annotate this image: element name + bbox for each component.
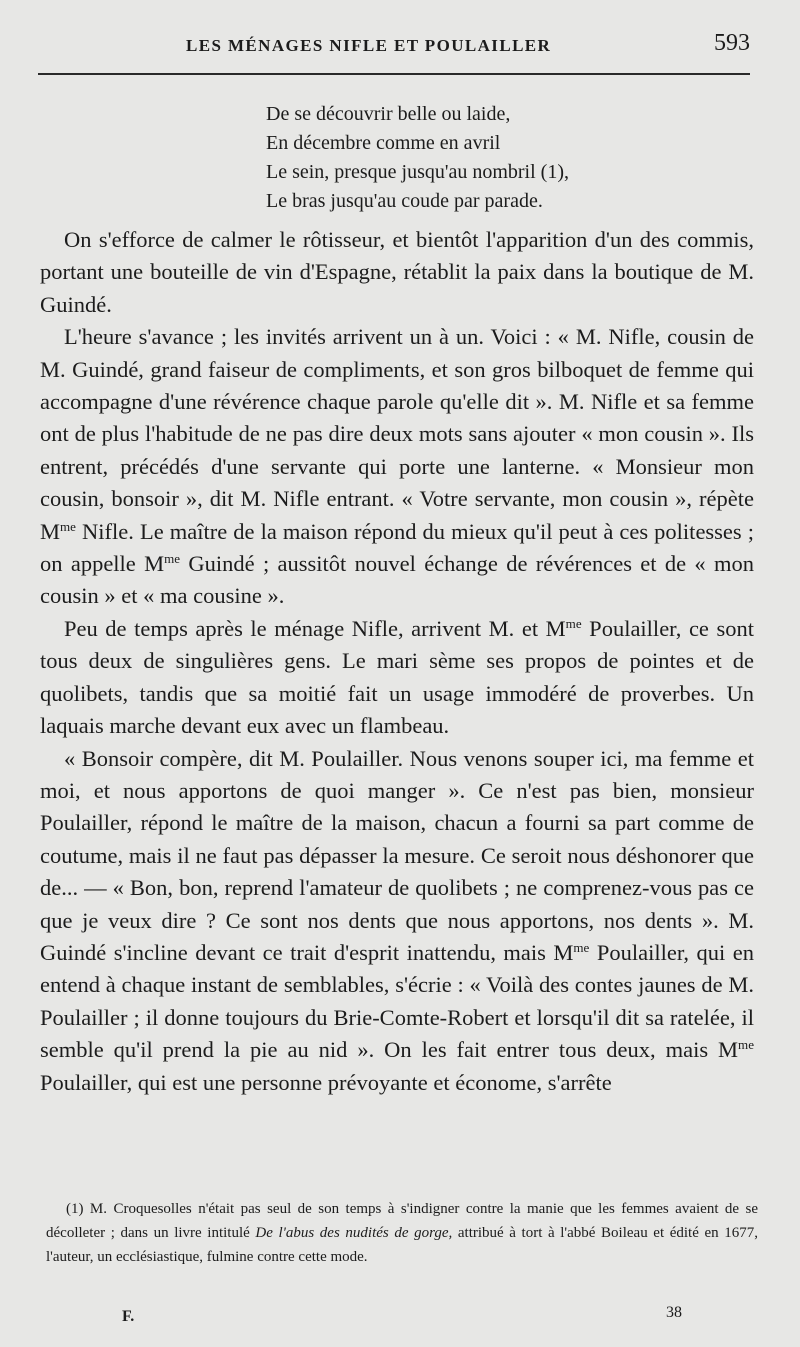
abbrev-superscript: me	[565, 616, 582, 632]
signature-number: 38	[666, 1304, 682, 1321]
paragraph	[40, 224, 754, 321]
page-number: 593	[714, 30, 750, 56]
paragraph-text: Poulailler, qui est une personne prévoyante et économe, s'arrête	[40, 1069, 612, 1095]
abbrev-superscript: me	[60, 518, 76, 534]
header-rule	[38, 73, 750, 75]
signature-letter: F.	[122, 1308, 135, 1325]
paragraph-text: Guindé ; aussitôt nouvel échange de révérences et de « mon cousin » et « ma cousine ».	[40, 551, 754, 609]
footnote-part: (1) M. Croquesolles n'était pas seul de son temps à s'indigner contre la manie que les femmes avaient de se décolleter ; dans un livre intitulé	[46, 1201, 758, 1241]
paragraph-text: On s'efforce de calmer le rôtisseur, et bientôt l'apparition d'un des commis, portant une bouteille de vin d'Espagne, rétablit la paix dans la boutique de M. Guindé.	[40, 227, 754, 317]
verse-quote	[266, 100, 569, 216]
footnote-text	[46, 1197, 758, 1269]
abbrev-superscript: me	[164, 551, 181, 567]
paragraph-text: Poulailler, ce sont tous deux de singulières gens. Le mari sème ses propos de pointes et de quolibets, tandis que sa moitié fait un usage immodéré de proverbes. Un laquais marche devant eux avec un flambeau.	[40, 615, 754, 739]
verse-line: Le bras jusqu'au coude par parade.	[266, 190, 543, 212]
paragraph-text: « Bonsoir compère, dit M. Poulailler. Nous venons souper ici, ma femme et moi, et nous apportons de quoi manger ». Ce n'est pas bien, monsieur Poulailler, répond le maître de la maison, chacun a fourni sa part comme de coutume, mais il ne faut pas dépasser la mesure. Ce seroit nous déshonorer que de... — « Bon, bon, reprend l'amateur de quolibets ; ne comprenez-vous pas ce que je veux dire ? Ce sont nos dents que nous apportons, nos dents ». M. Guindé s'incline devant ce trait d'esprit inattendu, mais M	[40, 745, 754, 965]
paragraph	[40, 321, 754, 613]
footnote	[46, 1197, 758, 1269]
footnote-part: attribué à tort à l'abbé Boileau et édité en 1677, l'auteur, un ecclésiastique, fulmine contre cette mode.	[46, 1225, 758, 1265]
running-title: LES MÉNAGES NIFLE ET POULAILLER	[186, 36, 552, 55]
verse-line: En décembre comme en avril	[266, 132, 501, 154]
body-text	[40, 224, 754, 1099]
paragraph-text: Poulailler, qui en entend à chaque instant de semblables, s'écrie : « Voilà des contes jaunes de M. Poulailler ; il donne toujours du Brie-Comte-Robert et lorsqu'il dit sa ratelée, il semble qu'il prend la pie au nid ». On les fait entrer tous deux, mais M	[40, 939, 754, 1063]
paragraph	[40, 743, 754, 1099]
cited-book-title: De l'abus des nudités de gorge,	[255, 1225, 453, 1241]
paragraph-text: L'heure s'avance ; les invités arrivent un à un. Voici : « M. Nifle, cousin de M. Guindé, grand faiseur de compliments, et son gros bilboquet de femme qui accompagne d'une révérence chaque parole qu'elle dit ». M. Nifle et sa femme ont de plus l'habitude de ne pas dire deux mots sans ajouter « mon cousin ». Ils entrent, précédés d'une servante qui porte une lanterne. « Monsieur mon cousin, bonsoir », dit M. Nifle entrant. « Votre servante, mon cousin », répète M	[40, 324, 754, 544]
paragraph	[40, 613, 754, 743]
paragraph-text: Peu de temps après le ménage Nifle, arrivent M. et M	[64, 615, 566, 641]
paragraph-text: Nifle. Le maître de la maison répond du mieux qu'il peut à ces politesses ; on appelle M	[40, 518, 754, 577]
verse-line: Le sein, presque jusqu'au nombril (1),	[266, 161, 569, 183]
verse-line: De se découvrir belle ou laide,	[266, 103, 511, 125]
abbrev-superscript: me	[573, 940, 590, 956]
abbrev-superscript: me	[738, 1037, 754, 1053]
page-header	[38, 30, 750, 66]
